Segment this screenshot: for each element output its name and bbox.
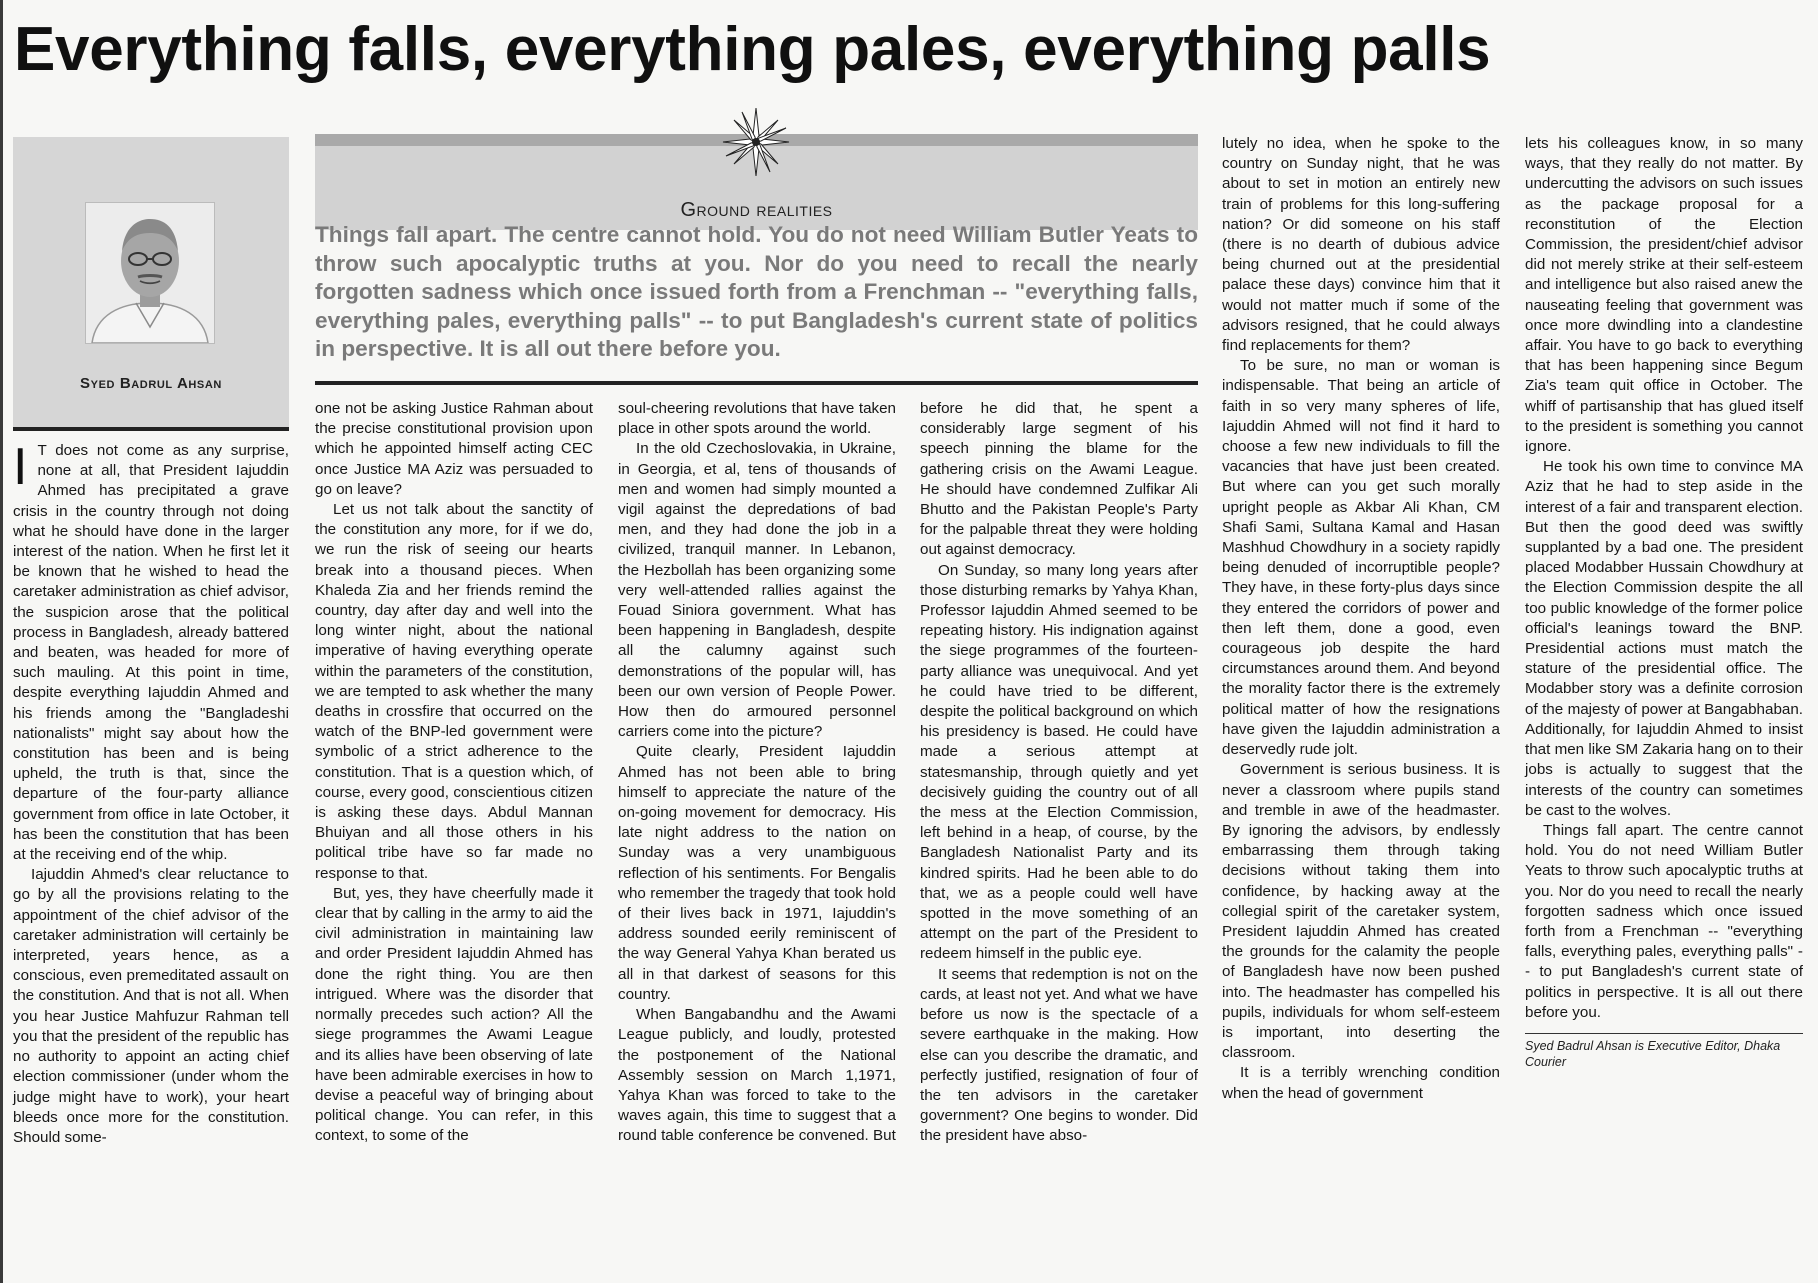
body-column-2 [315,399,593,1147]
bio-rule [1525,1033,1803,1034]
paragraph: Let us not talk about the sanctity of the constitution any more, for if we do, we run the risk of seeing our hearts break into a thousand pieces. When Khaleda Zia and her friends remind the country, day after day and well into the long winter night, about the national imperative of having everything operate within the parameters of the constitution, we are tempted to ask whether the many deaths in crossfire that occurred on the watch of the BNP-led government were symbolic of a strict adherence to the constitution. That is a question which, of course, every good, conscientious citizen is asking these days. Abdul Mannan Bhuiyan and all those others in his political tribe have so far made no response to that. [315,501,593,882]
paragraph: soul-cheering revolutions that have taken place in other spots around the world. [618,400,896,438]
paragraph [13,438,289,865]
paragraph: Government is serious business. It is never a classroom where pupils stand and tremble in awe of the headmaster. By ignoring the advisors, by endlessly embarrassing them through taking decisions without taking them into confidence, by hacking away at the collegial spirit of the caretaker system, President Iajuddin Ahmed has created the grounds for the calamity the people of Bangladesh have now been pushed into. The headmaster has compelled his pupils, individuals for whom self-esteem is important, into deserting the classroom. [1222,761,1500,1062]
compass-star-icon [721,106,791,178]
author-box [13,137,289,431]
author-portrait-icon [86,203,214,343]
paragraph: Things fall apart. The centre cannot hold. You do not need William Butler Yeats to throw such apocalyptic truths at you. Nor do you need to recall the nearly forgotten sadness which once issued forth from a Frenchman -- "everything falls, everything pales, everything palls" -- to put Bangladesh's current state of politics in perspective. It is all out there before you. [1525,821,1803,1021]
page-edge-rule [0,0,3,1283]
paragraph: But, yes, they have cheerfully made it clear that by calling in the army to aid the civil administration in maintaining law and order President Iajuddin Ahmed has done the right thing. You are then intrigued. Where was the disorder that normally precedes such action? All the siege programmes the Awami League and its allies have been observing of late have been admirable exercises in how to devise a peaceful way of bringing about political change. You can refer, in this context, to some of the [315,884,593,1145]
body-column-4 [920,399,1198,1147]
author-name: Syed Badrul Ahsan [80,375,222,392]
paragraph: Iajuddin Ahmed's clear reluctance to go by all the provisions relating to the appointment of the chief advisor of the caretaker administration will certainly be interpreted, years hence, as a conscious, even premeditated assault on the constitution. And that is not all. When you hear Justice Mahfuzur Rahman tell you that the president of the republic has no authority to appoint an acting chief election commissioner (under whom the judge might have to work), your heart bleeds once more for the constitution. Should some- [13,866,289,1146]
paragraph: before he did that, he spent a considerably large segment of his speech pinning the blame for the gathering crisis on the Awami League. He should have condemned Zulfikar Ali Bhutto and the Pakistan People's Party for the palpable threat they were holding out against democracy. [920,400,1198,559]
standfirst: Things fall apart. The centre cannot hold. You do not need William Butler Yeats to throw such apocalyptic truths at you. Nor do you need to recall the nearly forgotten sadness which once issued forth from a Frenchman -- "everything falls, everything pales, everything palls" -- to put Bangladesh's current state of politics in perspective. It is all out there before you. [315,222,1198,361]
body-column-6 [1525,134,1803,1070]
paragraph: It seems that redemption is not on the cards, at least not yet. And what we have before us now is the spectacle of a severe earthquake in the making. How else can you describe the dramatic, and perfectly justified, resignation of four of the ten advisors in the caretaker government? One begins to wonder. Did the president have abso- [920,965,1198,1145]
paragraph: When Bangabandhu and the Awami League publicly, and loudly, protested the postponement of the National Assembly session on March 1,1971, Yahya Khan was forced to take to the waves again, this time to suggest that a round table conference be convened. But [618,1006,896,1145]
author-bio: Syed Badrul Ahsan is Executive Editor, Dhaka Courier [1525,1038,1781,1069]
body-column-5 [1222,134,1500,1104]
section-label: Ground realities [680,199,833,221]
paragraph: He took his own time to convince MA Aziz that he had to step aside in the interest of a fair and transparent election. But then the good deed was swiftly supplanted by a bad one. The president placed Modabber Hussain Chowdhury at the Election Commission despite the all too public knowledge of the former police official's leanings toward the BNP. Presidential actions must match the stature of the presidential office. The Modabber story was a definite corrosion of the majesty of power at Bangabhaban. Additionally, for Iajuddin Ahmed to insist that men like SM Zakaria hang on to their jobs is actually to suggest that the interests of the country can sometimes be cast to the wolves. [1525,458,1803,819]
paragraph: To be sure, no man or woman is indispensable. That being an article of faith in so very many spheres of life, Iajuddin Ahmed will not find it hard to choose a few new individuals to fill the vacancies that have just been created. But where can you get such morally upright people as Akbar Ali Khan, CM Shafi Sami, Sultana Kamal and Hasan Mashhud Chowdhury in a society rapidly being denuded of incorruptible people? They have, in these forty-plus days since they entered the corridors of power and then left them, done a good, even courageous job despite the hard circumstances around them. And beyond the morality factor there is the extremely political matter of how the resignations have given the Iajuddin administration a deservedly rude jolt. [1222,357,1500,759]
paragraph: lets his colleagues know, in so many ways, that they really do not matter. By undercutting the advisors on such issues as the package proposal for a reconstitution of the Election Commission, the president/chief advisor did not merely strike at their self-esteem and intelligence but also raised anew the nauseating feeling that government was once more dwindling into a clandestine affair. You have to go back to everything that has been happening since Begum Zia's team quit office in October. The whiff of partisanship that has glued itself to the president is something you cannot ignore. [1525,135,1803,456]
paragraph: one not be asking Justice Rahman about the precise constitutional provision upon which he appointed himself acting CEC once Justice MA Aziz was persuaded to go on leave? [315,400,593,498]
paragraph: lutely no idea, when he spoke to the country on Sunday night, that he was about to set in motion an entirely new train of problems for this long-suffering nation? Or did someone on his staff (there is no dearth of dubious advice being churned out at the presidential palace these days) convince him that it would not matter much if some of the advisors resigned, that he could always find replacements for them? [1222,135,1500,355]
body-column-3 [618,399,896,1147]
author-photo [85,202,215,344]
paragraph: Quite clearly, President Iajuddin Ahmed has not been able to bring himself to appreciate the nature of the on-going movement for democracy. His late night address to the nation on Sunday was a very unambiguous reflection of his sentiments. For Bengalis who remember the tragedy that took hold of their lives back in 1971, Iajuddin's address sounded eerily reminiscent of the way General Yahya Khan berated us all in that darkest of seasons for this country. [618,743,896,1003]
paragraph: In the old Czechoslovakia, in Ukraine, in Georgia, et al, tens of thousands of men and women had simply mounted a vigil against the depredations of bad men, and they had done the job in a civilized, tranquil manner. In Lebanon, the Hezbollah has been organizing some very well-attended rallies against the Fouad Siniora government. What has been happening in Bangladesh, despite all the calumny against such demonstrations of the popular will, has been our own version of People Power. How then do armoured personnel carriers come into the picture? [618,440,896,741]
drop-cap: I [13,438,28,496]
headline: Everything falls, everything pales, everything palls [14,15,1491,84]
standfirst-rule [315,381,1198,385]
body-column-1 [13,438,289,1148]
paragraph-text: T does not come as any surprise, none at all, that President Iajuddin Ahmed has precipitated a grave crisis in the country through not doing what he should have done in the larger interest of the nation. When he first let it be known that he wished to head the caretaker administration as chief advisor, the suspicion arose that the political process in Bangladesh, already battered and beaten, was headed for more of such mauling. At this point in time, despite everything Iajuddin Ahmed and his friends among the "Bangladeshi nationalists" might say about how the constitution has been and is being upheld, the truth is that, since the departure of the four-party alliance government from office in late October, it has been the constitution that has been at the receiving end of the whip. [13,442,289,864]
paragraph: On Sunday, so many long years after those disturbing remarks by Yahya Khan, Professor Iajuddin Ahmed seemed to be repeating history. His indignation against the siege programmes of the fourteen-party alliance was unequivocal. And yet he could have tried to be different, despite the political background on which his presidency is based. He could have made a serious attempt at statesmanship, through quietly and yet decisively guiding the country out of all the mess at the Election Commission, left behind in a heap, of course, by the Bangladesh Nationalist Party and its kindred spirits. Had he been able to do that, we as a people could well have spotted in the move something of an attempt on the part of the President to redeem himself in the public eye. [920,561,1198,963]
paragraph: It is a terribly wrenching condition when the head of government [1222,1064,1500,1102]
